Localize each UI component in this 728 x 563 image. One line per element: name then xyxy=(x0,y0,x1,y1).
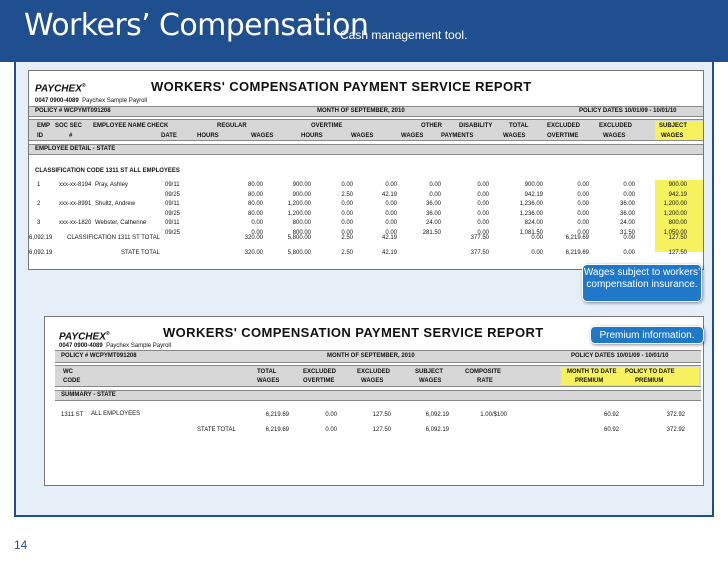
column-header: WAGES xyxy=(251,133,274,139)
table-cell: 0.00 xyxy=(429,182,441,188)
column-header: EMPLOYEE NAME xyxy=(93,123,146,129)
table-cell: 0.00 xyxy=(385,220,397,226)
column-header: TOTAL xyxy=(509,123,529,129)
table-cell: 0.00 xyxy=(623,235,635,241)
column-header: EMP xyxy=(37,123,51,129)
table-cell: 80.00 xyxy=(247,182,263,188)
column-header: PAYMENTS xyxy=(441,133,474,139)
table-cell: 377.50 xyxy=(470,235,489,241)
table-cell: 6,219.69 xyxy=(565,250,589,256)
column-header: CHECK xyxy=(147,123,169,129)
column-header: DATE xyxy=(161,133,177,139)
table-cell: 09/11 xyxy=(165,201,180,207)
table-cell: 0.00 xyxy=(341,201,353,207)
column-header: POLICY TO DATE xyxy=(625,369,675,375)
table-cell: 36.00 xyxy=(619,201,635,207)
table-cell: 1,050.00 xyxy=(663,229,687,236)
table-cell: 09/25 xyxy=(165,210,181,217)
table-cell: 0.00 xyxy=(477,201,489,207)
table-cell: 900.00 xyxy=(524,182,543,188)
report-title: WORKERS' COMPENSATION PAYMENT SERVICE REPORT xyxy=(163,325,544,340)
table-cell: 0.00 xyxy=(341,182,353,188)
column-header: WAGES xyxy=(351,133,374,139)
state-total-label: STATE TOTAL xyxy=(197,427,236,433)
section-band xyxy=(55,390,701,401)
employee-detail-report xyxy=(28,70,704,270)
table-cell: 800.00 xyxy=(668,220,687,226)
column-header: WAGES xyxy=(419,378,442,384)
table-cell: 942.19 xyxy=(668,191,687,198)
report-month: MONTH OF SEPTEMBER, 2010 xyxy=(327,353,415,359)
table-cell: 0.00 xyxy=(477,210,489,217)
premium-callout: Premium information. xyxy=(590,326,704,344)
column-header: HOURS xyxy=(301,133,323,139)
table-cell: 900.00 xyxy=(292,182,311,188)
section-band xyxy=(29,144,703,155)
table-cell: 0.00 xyxy=(385,182,397,188)
policy-dates: POLICY DATES 10/01/09 - 10/01/10 xyxy=(579,108,677,114)
table-cell: 0.00 xyxy=(623,182,635,188)
table-cell: 80.00 xyxy=(247,210,263,217)
report-title: WORKERS' COMPENSATION PAYMENT SERVICE REPORT xyxy=(151,79,532,94)
table-cell: 127.50 xyxy=(372,412,391,418)
report-month: MONTH OF SEPTEMBER, 2010 xyxy=(317,108,405,114)
table-cell: 0.00 xyxy=(429,191,441,198)
table-cell: 0.00 xyxy=(251,220,263,226)
page-number: 14 xyxy=(14,538,28,552)
table-cell: 0.00 xyxy=(577,191,589,198)
table-cell: xxx-xx-8991 xyxy=(59,201,92,207)
table-cell: 2.50 xyxy=(341,191,353,198)
column-header: EXCLUDED xyxy=(357,369,391,375)
table-cell: 127.50 xyxy=(372,427,391,433)
table-cell: 1,236.00 xyxy=(519,210,543,217)
table-cell: 36.00 xyxy=(619,210,635,217)
column-header: OVERTIME xyxy=(311,123,343,129)
table-cell: 3 xyxy=(37,220,41,226)
column-header: OVERTIME xyxy=(547,133,579,139)
table-cell: ALL EMPLOYEES xyxy=(91,411,141,417)
table-cell: 1.00/$100 xyxy=(480,412,507,418)
table-cell: 0.00 xyxy=(577,182,589,188)
table-cell: 0.00 xyxy=(623,191,635,198)
table-cell: 1,236.00 xyxy=(519,201,543,207)
table-cell: 09/25 xyxy=(165,229,181,236)
column-header: PREMIUM xyxy=(575,378,604,384)
table-cell: 0.00 xyxy=(577,201,589,207)
table-cell: 0.00 xyxy=(325,412,337,418)
column-header: TOTAL xyxy=(257,369,277,375)
table-cell: 0.00 xyxy=(531,235,543,241)
column-header: WAGES xyxy=(503,133,526,139)
table-cell: 0.00 xyxy=(477,220,489,226)
column-header: HOURS xyxy=(197,133,219,139)
table-cell: 377.50 xyxy=(470,250,489,256)
table-cell: 372.92 xyxy=(666,427,685,433)
table-cell: 6,092.19 xyxy=(425,412,449,418)
table-cell: 127.50 xyxy=(668,235,687,241)
table-cell: 36.00 xyxy=(425,201,441,207)
table-cell: 2 xyxy=(37,201,41,207)
table-cell: 0.00 xyxy=(325,427,337,433)
table-cell: 824.00 xyxy=(524,220,543,226)
column-header: DISABILITY xyxy=(459,123,493,129)
column-header: # xyxy=(69,133,73,139)
column-header: WAGES xyxy=(603,133,626,139)
table-cell: 80.00 xyxy=(247,201,263,207)
table-cell: 1,200.00 xyxy=(663,201,687,207)
table-cell: 42.19 xyxy=(381,250,397,256)
table-cell: 42.19 xyxy=(381,191,397,198)
column-header: SOC SEC xyxy=(55,123,83,129)
table-cell: xxx-xx-8194 xyxy=(59,182,92,188)
table-cell: 281.50 xyxy=(422,229,441,236)
column-header: OTHER xyxy=(421,123,442,129)
table-cell: 80.00 xyxy=(247,191,263,198)
table-cell: 0.00 xyxy=(385,210,397,217)
table-cell: 5,800.00 xyxy=(287,235,311,241)
column-header: SUBJECT xyxy=(659,123,688,129)
table-cell: 127.50 xyxy=(668,250,687,256)
column-header: OVERTIME xyxy=(303,378,335,384)
table-cell: 1,081.50 xyxy=(519,229,543,236)
table-cell: 0.00 xyxy=(341,210,353,217)
table-cell: 09/11 xyxy=(165,220,180,226)
table-cell: 24.00 xyxy=(619,220,635,226)
table-cell: 0.00 xyxy=(477,229,489,236)
table-cell: 320.00 xyxy=(244,235,263,241)
table-cell: 60.92 xyxy=(603,427,619,433)
table-cell: 1,200.00 xyxy=(287,210,311,217)
column-header: WAGES xyxy=(257,378,280,384)
table-cell: 2.50 xyxy=(341,250,353,256)
table-cell: 09/25 xyxy=(165,191,181,198)
table-cell: 36.00 xyxy=(425,210,441,217)
section-title: EMPLOYEE DETAIL - STATE xyxy=(35,146,116,152)
column-header: ID xyxy=(37,133,43,139)
page-subtitle: Cash management tool. xyxy=(340,28,468,42)
table-cell: 0.00 xyxy=(385,229,397,236)
table-cell: 0.00 xyxy=(477,191,489,198)
table-cell: 2.50 xyxy=(341,235,353,241)
column-header: EXCLUDED xyxy=(303,369,337,375)
table-cell: 0.00 xyxy=(251,229,263,236)
policy-number: POLICY # WCPYMT091208 xyxy=(61,353,137,359)
table-cell: 5,800.00 xyxy=(287,250,311,256)
column-header: WAGES xyxy=(661,133,684,139)
column-header: PREMIUM xyxy=(635,378,664,384)
column-header: WC xyxy=(63,369,73,375)
company-line: 0047 0900-4089 Paychex Sample Payroll xyxy=(59,343,172,349)
classification-title: CLASSIFICATION CODE 1311 ST ALL EMPLOYEES xyxy=(35,168,180,174)
class-total-label: CLASSIFICATION 1311 ST TOTAL xyxy=(67,235,161,241)
policy-dates: POLICY DATES 10/01/09 - 10/01/10 xyxy=(571,353,669,359)
table-cell: 60.92 xyxy=(603,412,619,418)
column-header: COMPOSITE xyxy=(465,369,502,375)
table-cell: 320.00 xyxy=(244,250,263,256)
section-title: SUMMARY - STATE xyxy=(61,392,116,398)
table-cell: Pray, Ashley xyxy=(95,182,128,188)
table-cell: 800.00 xyxy=(292,220,311,226)
table-cell: 42.19 xyxy=(381,235,397,241)
table-cell: 6,219.69 xyxy=(265,427,289,433)
table-cell: 0.00 xyxy=(477,182,489,188)
column-header: RATE xyxy=(477,378,493,384)
table-cell: 1 xyxy=(37,182,41,188)
table-cell: 372.92 xyxy=(666,412,685,418)
state-total-label: STATE TOTAL xyxy=(121,250,160,256)
page-title: Workers’ Compensation xyxy=(24,8,369,43)
table-cell: Shultz, Andrew xyxy=(95,201,136,207)
table-cell: 900.00 xyxy=(292,191,311,198)
table-cell: 900.00 xyxy=(668,182,687,188)
table-cell: 6,092.19 xyxy=(29,250,53,256)
table-cell: 6,092.19 xyxy=(425,427,449,433)
table-cell: 1,200.00 xyxy=(663,210,687,217)
table-cell: 6,219.69 xyxy=(565,235,589,241)
paychex-logo: PAYCHEX® xyxy=(59,331,110,343)
table-cell: 942.19 xyxy=(524,191,543,198)
table-cell: 1,200.00 xyxy=(287,201,311,207)
table-cell: Webster, Catherine xyxy=(95,220,147,226)
table-cell: 6,092.19 xyxy=(29,235,53,241)
table-cell: 09/11 xyxy=(165,182,180,188)
column-header: EXCLUDED xyxy=(547,123,581,129)
table-cell: 6,219.69 xyxy=(265,412,289,418)
paychex-logo: PAYCHEX® xyxy=(35,83,86,95)
table-cell: 31.50 xyxy=(619,229,635,236)
table-cell: 0.00 xyxy=(623,250,635,256)
column-header: MONTH TO DATE xyxy=(567,369,617,375)
company-line: 0047 0900-4089 Paychex Sample Payroll xyxy=(35,98,148,104)
policy-number: POLICY # WCPYMT091208 xyxy=(35,108,111,114)
column-header: WAGES xyxy=(361,378,384,384)
table-cell: 800.00 xyxy=(292,229,311,236)
table-cell: 0.00 xyxy=(531,250,543,256)
table-cell: xxx-xx-1820 xyxy=(59,220,92,226)
column-header: REGULAR xyxy=(217,123,247,129)
table-cell: 0.00 xyxy=(577,220,589,226)
table-cell: 0.00 xyxy=(577,229,589,236)
table-cell: 1311 ST xyxy=(61,412,84,418)
column-header: WAGES xyxy=(401,133,424,139)
table-cell: 0.00 xyxy=(577,210,589,217)
column-header: EXCLUDED xyxy=(599,123,633,129)
table-cell: 24.00 xyxy=(425,220,441,226)
column-header: CODE xyxy=(63,378,81,384)
column-header: SUBJECT xyxy=(415,369,444,375)
table-cell: 0.00 xyxy=(341,229,353,236)
table-cell: 0.00 xyxy=(341,220,353,226)
table-cell: 0.00 xyxy=(385,201,397,207)
wages-callout: Wages subject to workers’ compensation insurance. xyxy=(582,264,702,302)
